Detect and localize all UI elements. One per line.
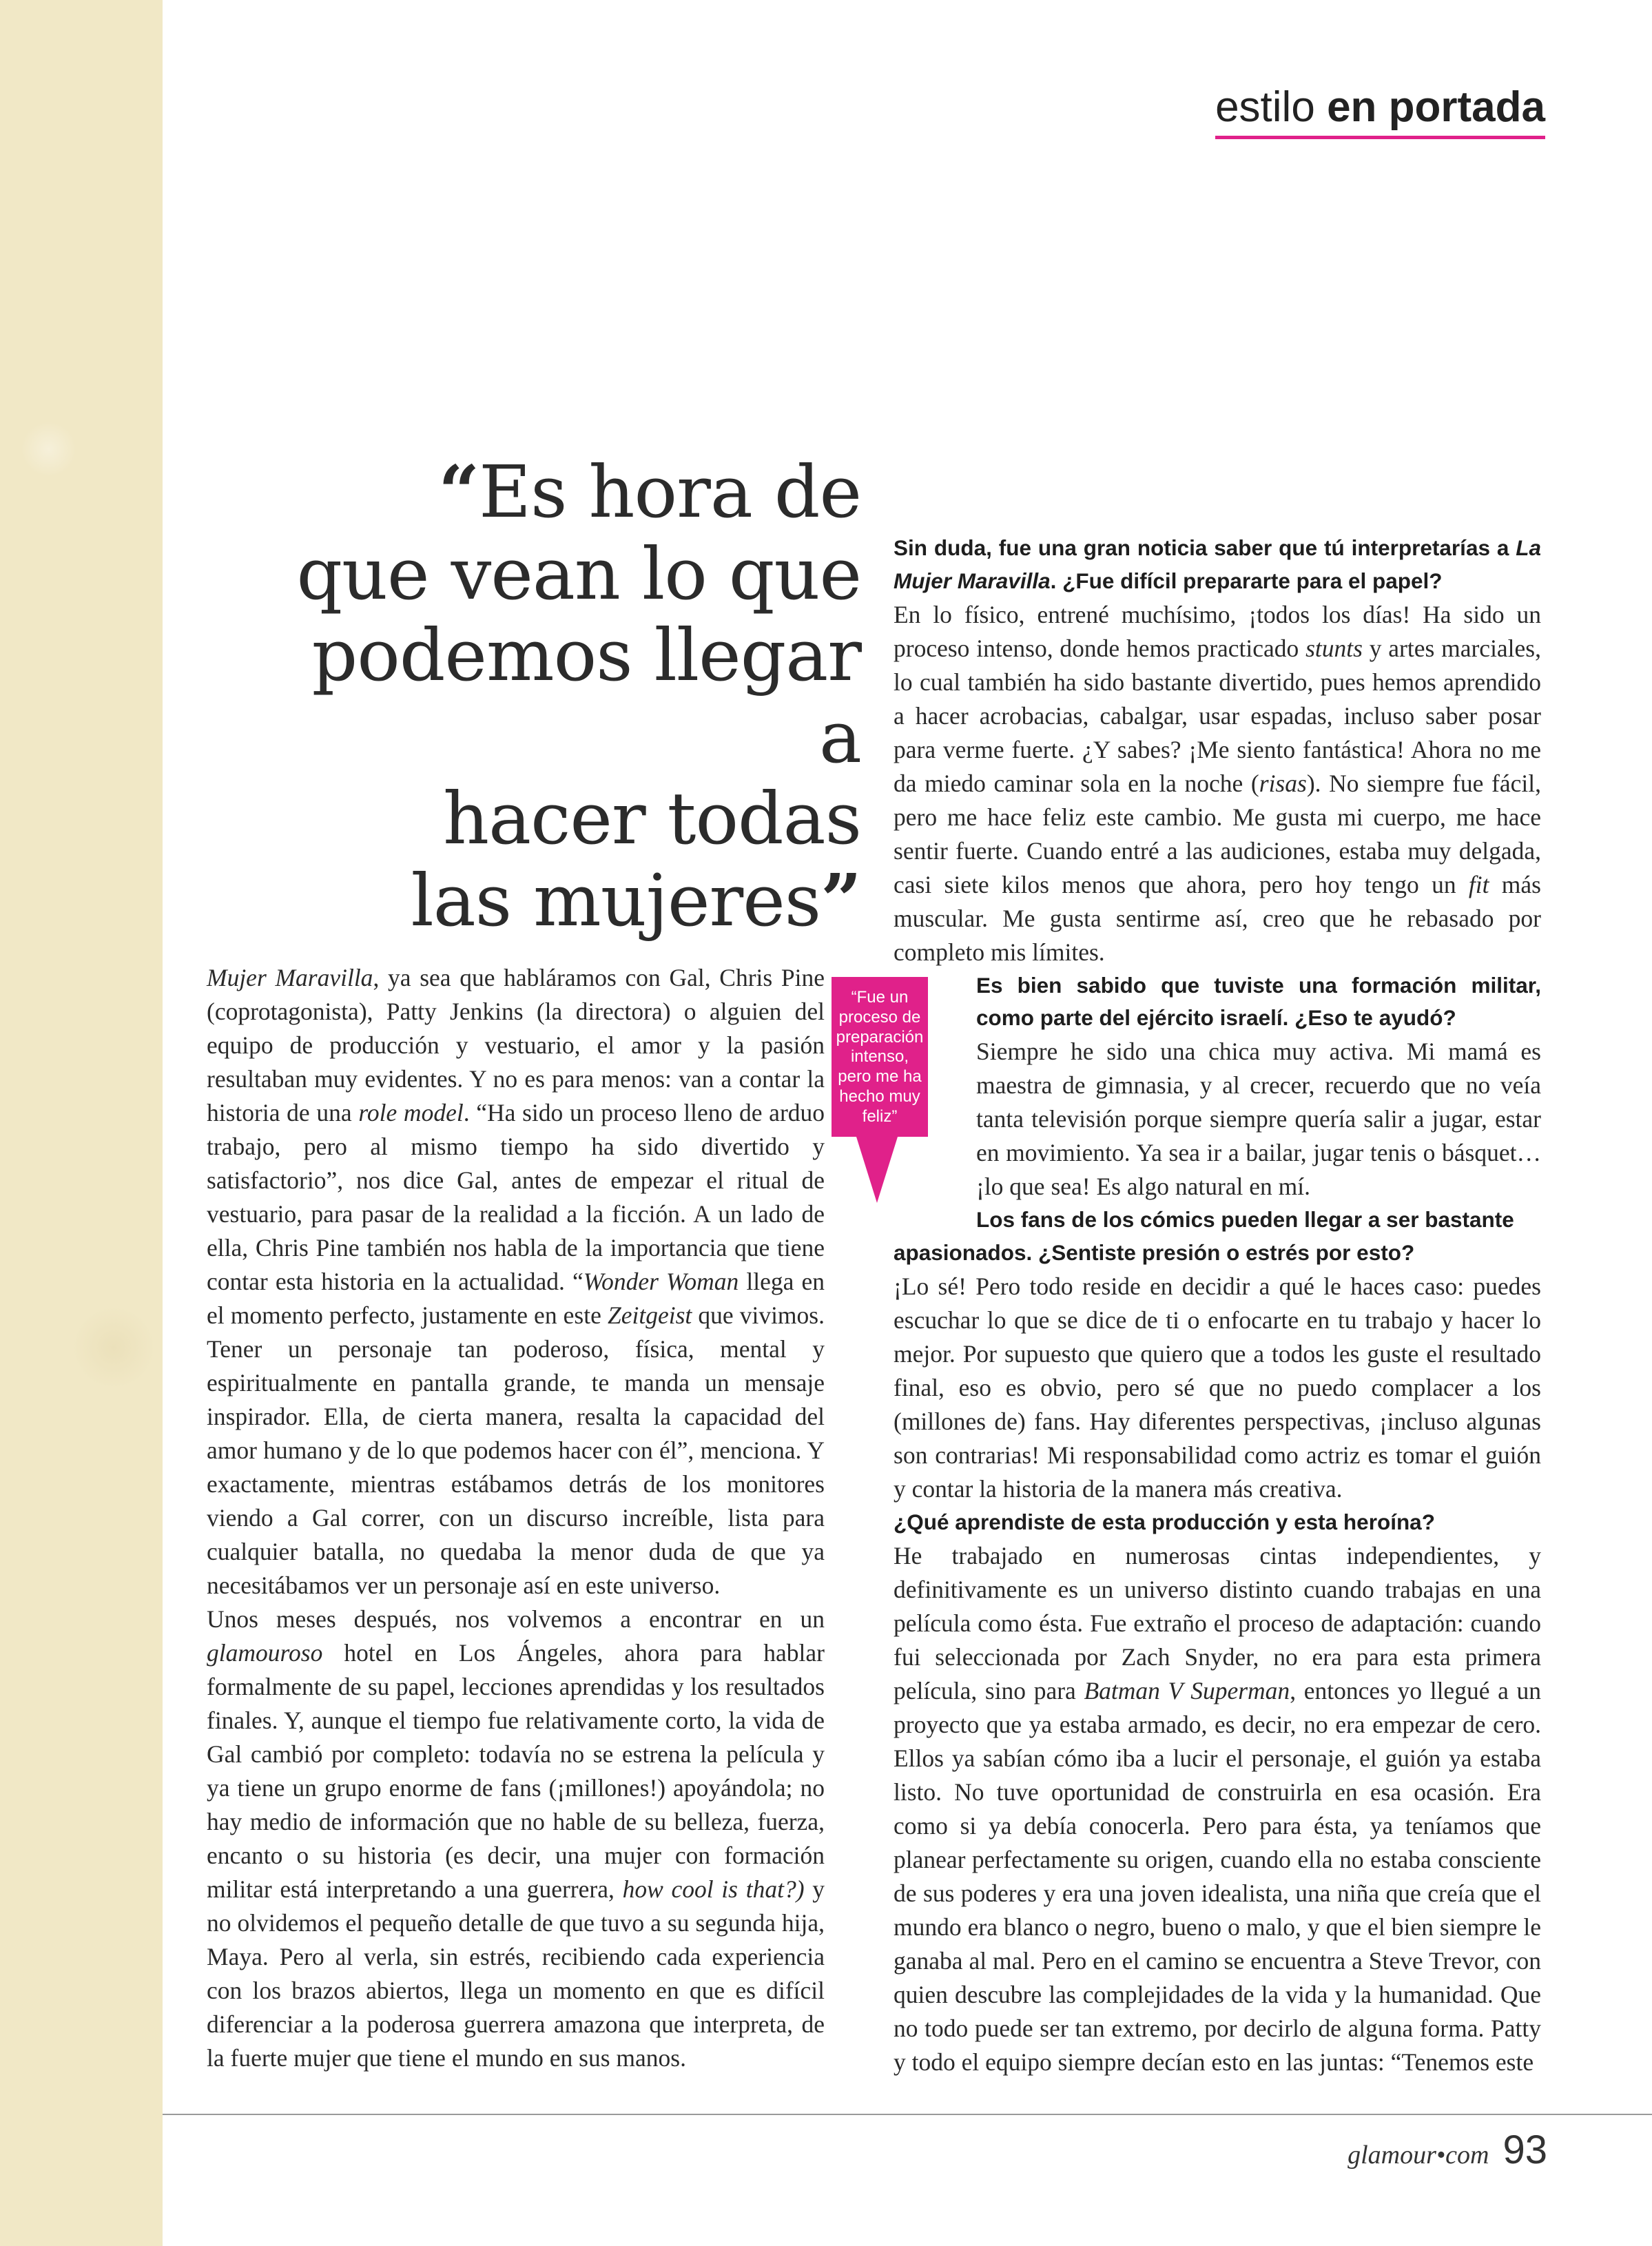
- interview-question: Es bien sabido que tuviste una formación militar, como parte del ejército israelí. ¿Eso te ayudó?: [976, 972, 1541, 1031]
- interview-answer: He trabajado en numerosas cintas independientes, y definitivamente es un universo distinto cuando trabajas en una película como ésta. Fue extraño el proceso de adaptación: cuando fui seleccionada por Zach Snyder, no era para esta primera película, sino para Batman V Superman, entonces yo llegué a un proyecto que ya estaba armado, es decir, no era empezar de cero. Ellos ya sabían cómo iba a lucir el personaje, el guión ya estaba listo. No tuve oportunidad de construirla en esa ocasión. Era como si ya debía conocerla. Pero para ésta, ya teníamos que planear perfectamente su origen, cuando ella no estaba consciente de sus poderes y era una joven idealista, una niña que creía que el mundo era blanco o negro, bueno o malo, y que el bien siempre le ganaba al mal. Pero en el camino se encuentra a Steve Trevor, con quien descubre las complejidades de la vida y la humanidad. Que no todo puede ser tan extremo, por decirlo de alguna forma. Patty y todo el equipo siempre decían esto en las juntas: “Tenemos este: [894, 1541, 1541, 2076]
- open-quote-mark: “: [438, 449, 479, 534]
- footer-site: glamour•com: [1348, 2141, 1489, 2170]
- section-prefix: estilo: [1215, 83, 1315, 131]
- pull-quote-line: hacer todas: [443, 776, 861, 861]
- pull-quote-line: las mujeres: [411, 858, 821, 942]
- footer-divider: [163, 2114, 1652, 2115]
- callout-text: “Fue un proceso de preparación intenso, pero me ha hecho muy feliz”: [836, 988, 924, 1126]
- body-paragraph: Unos meses después, nos volvemos a encontrar en un glamouroso hotel en Los Ángeles, ahora para hablar formalmente de su papel, lecciones aprendidas y los resultados finales. Y, aunque el tiempo fue relativamente corto, la vida de Gal cambió por completo: todavía no se estrena la película y ya tiene un grupo enorme de fans (¡millones!) apoyándola; no hay medio de información que no hable de su belleza, fuerza, encanto o su historia (es decir, una mujer con formación militar está interpretando a una guerrera, how cool is that?) y no olvidemos el pequeño detalle de que tuvo a su segunda hija, Maya. Pero al verla, sin estrés, recibiendo cada experiencia con los brazos abiertos, llega un momento en que es difícil diferenciar a la poderosa guerrera amazona que interpreta, de la fuerte mujer que tiene el mundo en sus manos.: [207, 1605, 825, 2072]
- page-footer: [1348, 2127, 1547, 2172]
- close-quote-mark: ”: [820, 857, 861, 942]
- callout-tail: [856, 1137, 898, 1203]
- interview-answer: Siempre he sido una chica muy activa. Mi mamá es maestra de gimnasia, y al crecer, recuerdo que no veía tanta televisión porque siempre quería salir a jugar, estar en movimiento. Ya sea ir a bailar, jugar tenis o básquet… ¡lo que sea! Es algo natural en mí.: [976, 1038, 1541, 1201]
- interview-answer: ¡Lo sé! Pero todo reside en decidir a qué le haces caso: puedes escuchar lo que se dice de ti o enfocarte en tu trabajo y hacer lo mejor. Por supuesto que quiero que a todos les guste el resultado final, eso es obvio, pero sé que no puedo complacer a los (millones de) fans. Hay diferentes perspectivas, ¡incluso algunas son contrarias! Mi responsabilidad como actriz es tomar el guión y contar la historia de la manera más creativa.: [894, 1273, 1541, 1503]
- section-title: en portada: [1327, 83, 1545, 131]
- interview-question: ¿Qué aprendiste de esta producción y esta heroína?: [894, 1509, 1435, 1534]
- section-header: [1215, 83, 1545, 139]
- pull-quote-line: que vean lo que: [296, 531, 861, 616]
- right-column: [894, 532, 1541, 2079]
- interview-question: Sin duda, fue una gran noticia saber que tú interpretarías a La Mujer Maravilla. ¿Fue difícil prepararte para el papel?: [894, 535, 1541, 593]
- page-number: 93: [1503, 2127, 1547, 2172]
- pull-quote-line: podemos llegar a: [311, 613, 861, 779]
- left-column: [207, 961, 825, 2074]
- interview-answer: En lo físico, entrené muchísimo, ¡todos los días! Ha sido un proceso intenso, donde hemos practicado stunts y artes marciales, lo cual también ha sido bastante divertido, pues hemos aprendido a hacer acrobacias, cabalgar, usar espadas, incluso saber posar para verme fuerte. ¿Y sabes? ¡Me siento fantástica! Ahora no me da miedo caminar sola en la noche (risas). No siempre fue fácil, pero me hace feliz este cambio. Me gusta mi cuerpo, me hace sentir fuerte. Cuando entré a las audiciones, estaba muy delgada, casi siete kilos menos que ahora, pero hoy tengo un fit más muscular. Me gusta sentirme así, creo que he rebasado por completo mis límites.: [894, 600, 1541, 966]
- interview-question: Los fans de los cómics pueden llegar a ser bastante apasionados. ¿Sentiste presión o estrés por esto?: [894, 1207, 1514, 1266]
- body-paragraph: Mujer Maravilla, ya sea que habláramos con Gal, Chris Pine (coprotagonista), Patty Jenkins (la directora) o alguien del equipo de producción y vestuario, el amor y la pasión resultaban muy evidentes. Y no es para menos: van a contar la historia de una role model. “Ha sido un proceso lleno de arduo trabajo, pero al mismo tiempo ha sido divertido y satisfactorio”, nos dice Gal, antes de empezar el ritual de vestuario, para pasar de la realidad a la ficción. A un lado de ella, Chris Pine también nos habla de la importancia que tiene contar esta historia en la actualidad. “Wonder Woman llega en el momento perfecto, justamente en este Zeitgeist que vivimos. Tener un personaje tan poderoso, física, mental y espiritualmente en pantalla grande, te manda un mensaje inspirador. Ella, de cierta manera, resalta la capacidad del amor humano y de lo que podemos hacer con él”, menciona. Y exactamente, mientras estábamos detrás de los monitores viendo a Gal correr, con un discurso increíble, lista para cualquier batalla, no quedaba la menor duda de que ya necesitábamos ver un personaje así en este universo.: [207, 964, 825, 1599]
- pull-quote-line: Es hora de: [479, 450, 861, 534]
- pull-quote: [248, 451, 861, 941]
- decorative-side-strip: [0, 0, 163, 2246]
